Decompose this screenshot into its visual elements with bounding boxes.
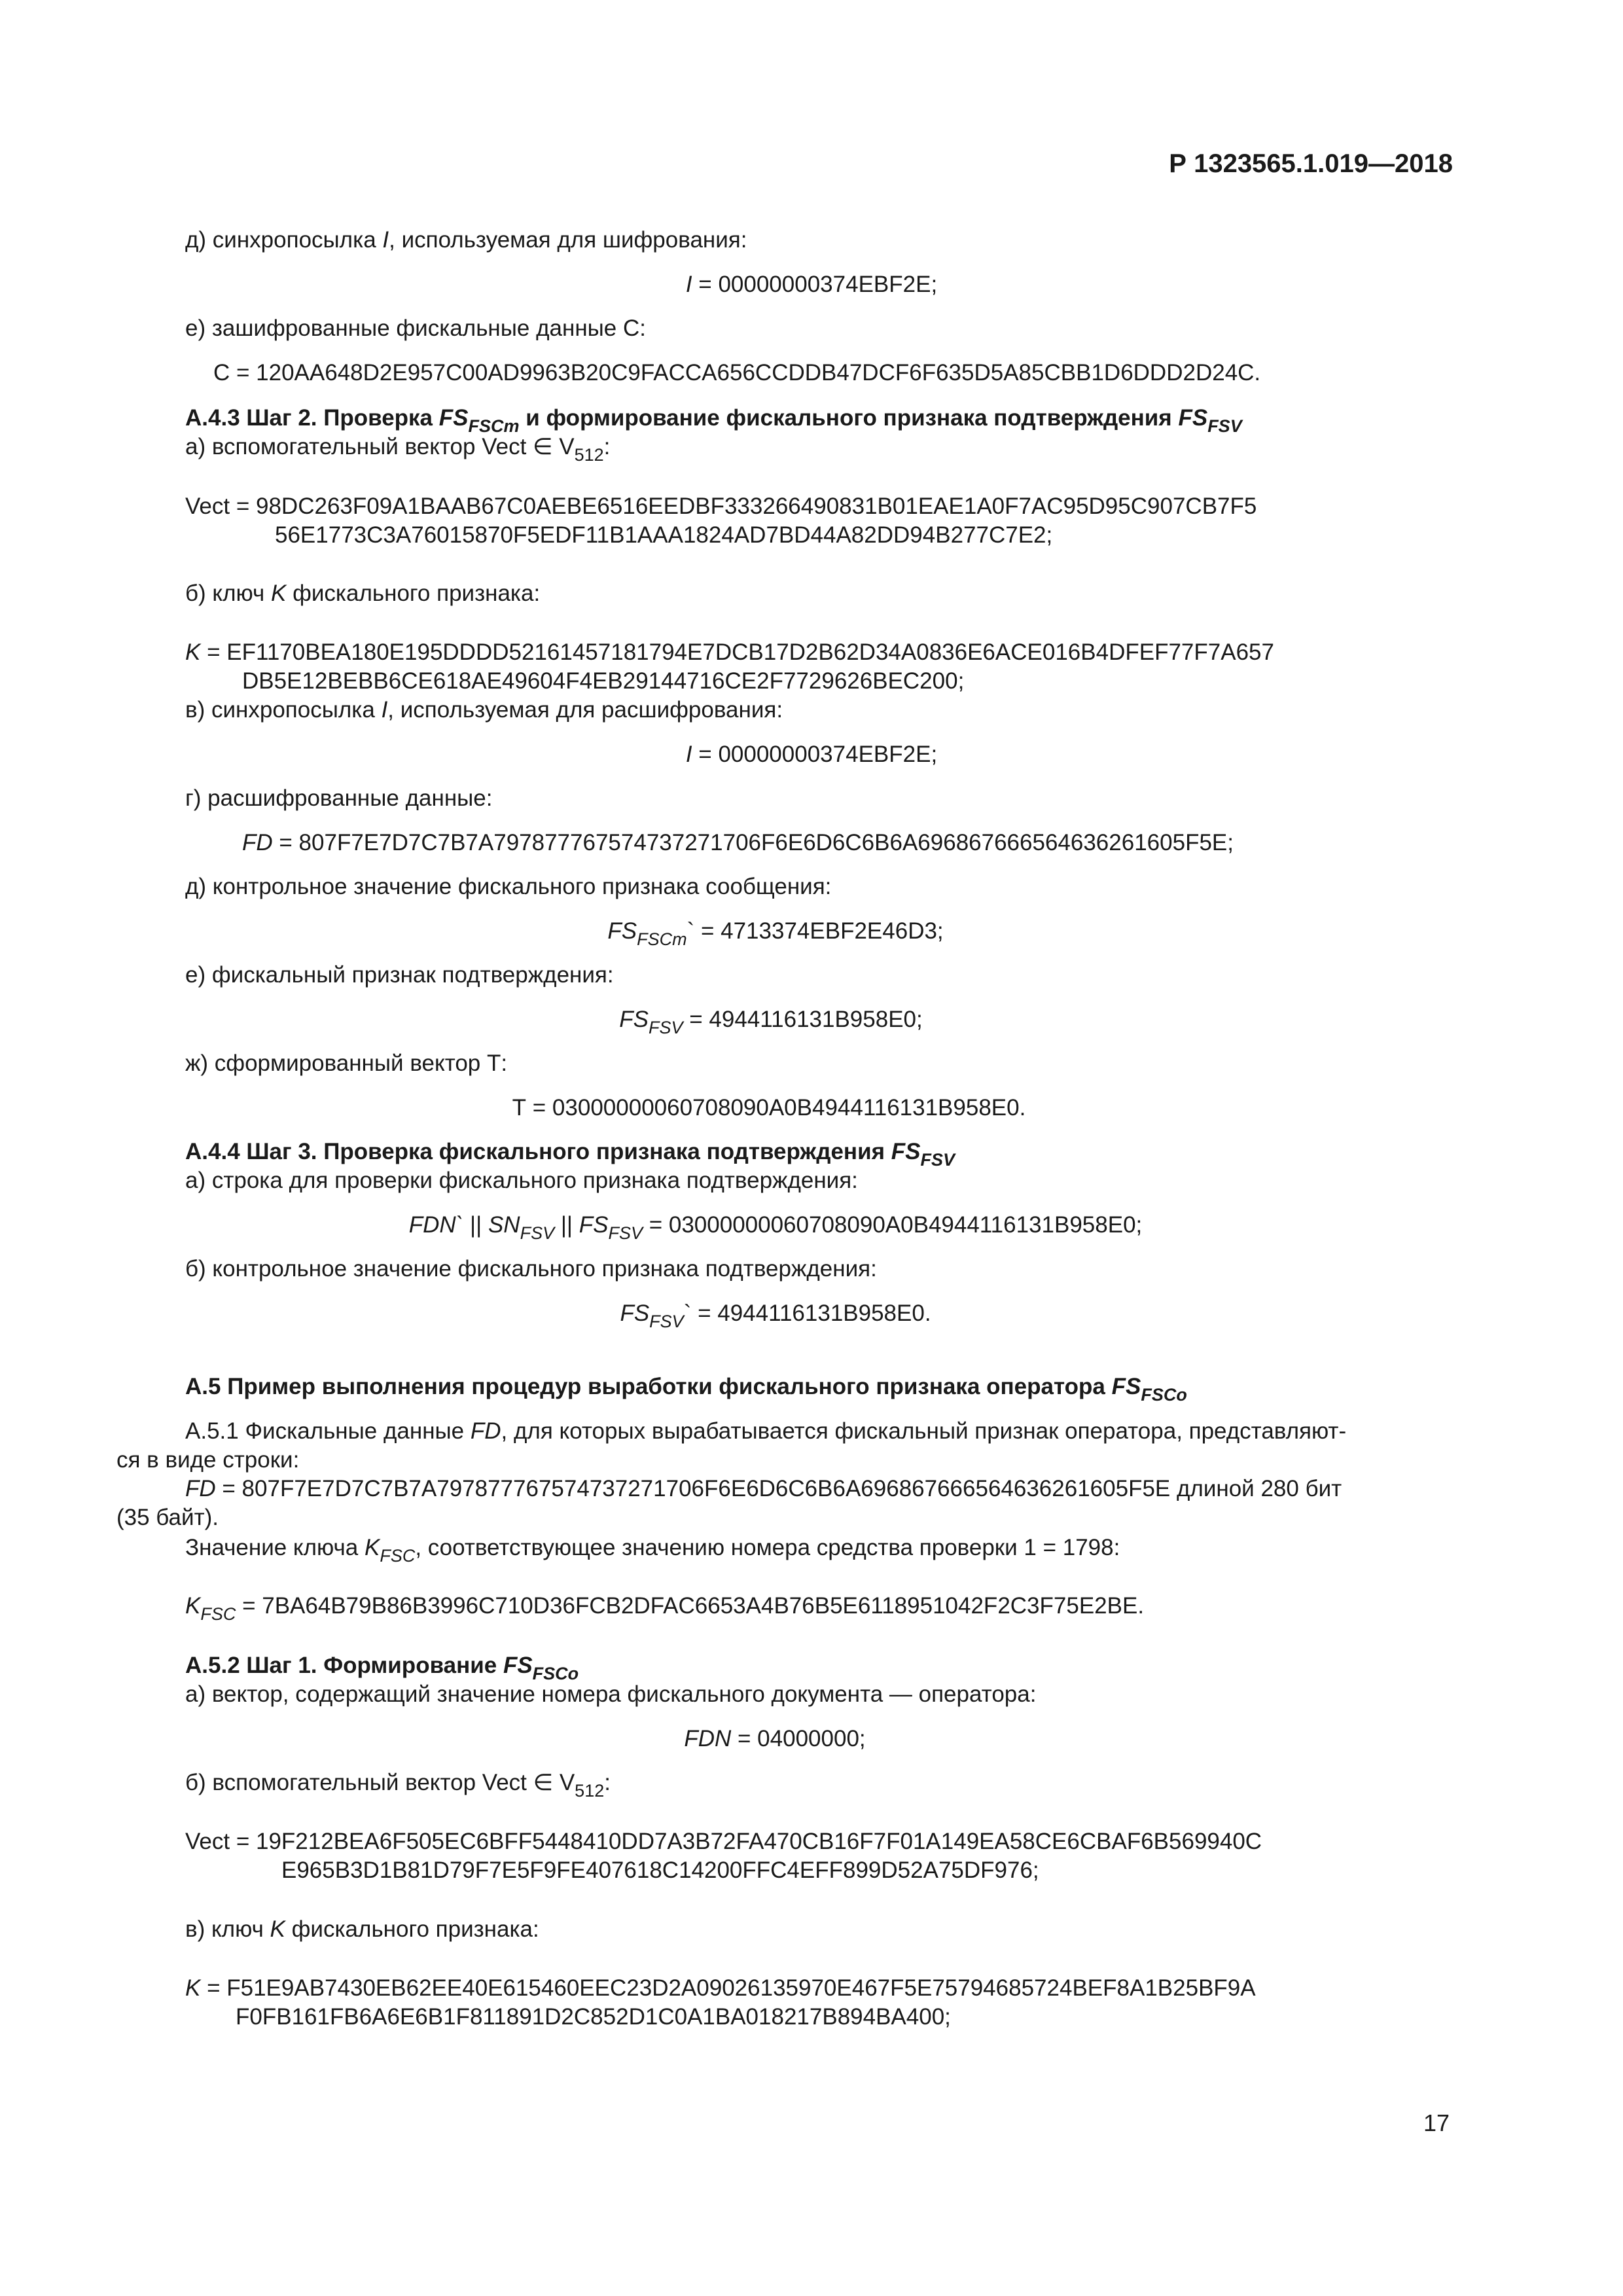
list-item-e-encrypted: е) зашифрованные фискальные данные С: (185, 315, 646, 341)
paragraph-a5-1-line2: ся в виде строки: (116, 1447, 300, 1473)
list-item-d-control: д) контрольное значение фискального признака сообщения: (185, 874, 832, 899)
section-heading-a5-2: А.5.2 Шаг 1. Формирование $FS_{FSCo}$ (185, 1653, 579, 1683)
formula-fsv-check: $FS_{FSV}` = 4944116131B958E0$. (620, 1300, 931, 1331)
formula-vect-line2: 56E1773C3A76015870F5EDF11B1AAA1824AD7BD44A82DD94B277C7E2; (275, 522, 1053, 548)
list-item-v-key: в) ключ K фискального признака: (185, 1916, 539, 1942)
document-id: Р 1323565.1.019—2018 (1169, 149, 1453, 178)
list-item-g-decrypted: г) расшифрованные данные: (185, 785, 493, 811)
list-item-a-fdn: а) вектор, содержащий значение номера фискального документа — оператора: (185, 1681, 1037, 1707)
formula-sync-value-2: I = 00000000374EBF2E; (685, 742, 938, 767)
list-item-b-vect: б) вспомогательный вектор Vect ∈ $V_{512}$: (185, 1770, 611, 1801)
formula-kfsc: $K_{FSC}$ = 7BA64B79B86B3996C710D36FCB2DFAC6653A4B76B5E6118951042F2C3F75E2BE. (185, 1593, 1145, 1624)
list-item-b-control: б) контрольное значение фискального признака подтверждения: (185, 1256, 877, 1282)
formula-fd-a5-cont: (35 байт). (116, 1505, 219, 1530)
page-number: 17 (1423, 2109, 1450, 2136)
formula-key-line1: K = EF1170BEA180E195DDDD52161457181794E7DCB17D2B62D34A0836E6ACE016B4DFEF77F7A657 (185, 639, 1274, 665)
formula-fscm: $FS_{FSCm}` = 4713374EBF2E46D3$; (607, 918, 944, 949)
list-item-a-vect: а) вспомогательный вектор Vect ∈ $V_{512}$: (185, 434, 611, 465)
paragraph-key-value: Значение ключа $K_{FSC}$, соответствующее значению номера средства проверки 1 = 1798: (185, 1535, 1120, 1566)
formula-key-line2: DB5E12BEBB6CE618AE49604F4EB29144716CE2F7729626BEC200; (242, 668, 965, 694)
formula-key2-line2: F0FB161FB6A6E6B1F811891D2C852D1C0A1BA018217B894BA400; (236, 2004, 951, 2030)
section-heading-a4-4: А.4.4 Шаг 3. Проверка фискального признака подтверждения $FS_{FSV}$ (185, 1139, 955, 1170)
formula-vect2-line2: E965B3D1B81D79F7E5F9FE407618C14200FFC4EFF899D52A75DF976; (281, 1857, 1039, 1883)
formula-fsv: $FS_{FSV} = 4944116131B958E0$; (619, 1007, 923, 1037)
list-item-b-key: б) ключ K фискального признака: (185, 581, 541, 606)
section-heading-a4-3: А.4.3 Шаг 2. Проверка $FS_{FSCm}$ и формирование фискального признака подтверждения $FS_{FSV}$ (185, 405, 1242, 436)
formula-vect-line1: Vect = 98DC263F09A1BAAB67C0AEBE6516EEDBF333266490831B01EAE1A0F7AC95D95C907CB7F5 (185, 493, 1257, 519)
formula-vect2-line1: Vect = 19F212BEA6F505EC6BFF5448410DD7A3B72FA470CB16F7F01A149EA58CE6CBAF6B569940C (185, 1829, 1262, 1854)
formula-fdn: FDN = 04000000; (684, 1726, 866, 1751)
formula-concat: FDN` || $SN_{FSV}$ || $FS_{FSV} = 03000000060708090A0B4944116131B958E0$; (408, 1212, 1143, 1243)
formula-sync-value: I = 00000000374EBF2E; (685, 272, 938, 297)
section-heading-a5: А.5 Пример выполнения процедур выработки фискального признака оператора $FS_{FSCo}$ (185, 1374, 1187, 1405)
formula-fd: FD = 807F7E7D7C7B7A797877767574737271706F6E6D6C6B6A696867666564636261605F5E; (242, 830, 1234, 855)
list-item-zh-vector: ж) сформированный вектор Т: (185, 1050, 508, 1076)
list-item-a-string: а) строка для проверки фискального признака подтверждения: (185, 1168, 858, 1193)
formula-ciphertext: С = 120AA648D2E957C00AD9963B20C9FACCA656CCDDB47DCF6F635D5A85CBB1D6DDD2D24C. (213, 360, 1261, 386)
formula-key2-line1: K = F51E9AB7430EB62EE40E615460EEC23D2A09026135970E467F5E75794685724BEF8A1B25BF9A (185, 1975, 1256, 2001)
list-item-v-sync: в) синхропосылка I, используемая для расшифрования: (185, 697, 783, 723)
formula-fd-a5: FD = 807F7E7D7C7B7A797877767574737271706F6E6D6C6B6A696867666564636261605F5E длиной 280 бит (185, 1476, 1342, 1501)
list-item-d-sync: д) синхропосылка I, используемая для шифрования: (185, 227, 747, 253)
list-item-e-confirmation: е) фискальный признак подтверждения: (185, 962, 614, 988)
formula-t: Т = 03000000060708090A0B4944116131B958E0. (512, 1095, 1026, 1121)
paragraph-a5-1-line1: А.5.1 Фискальные данные FD, для которых вырабатывается фискальный признак оператора, представляют- (185, 1418, 1347, 1444)
